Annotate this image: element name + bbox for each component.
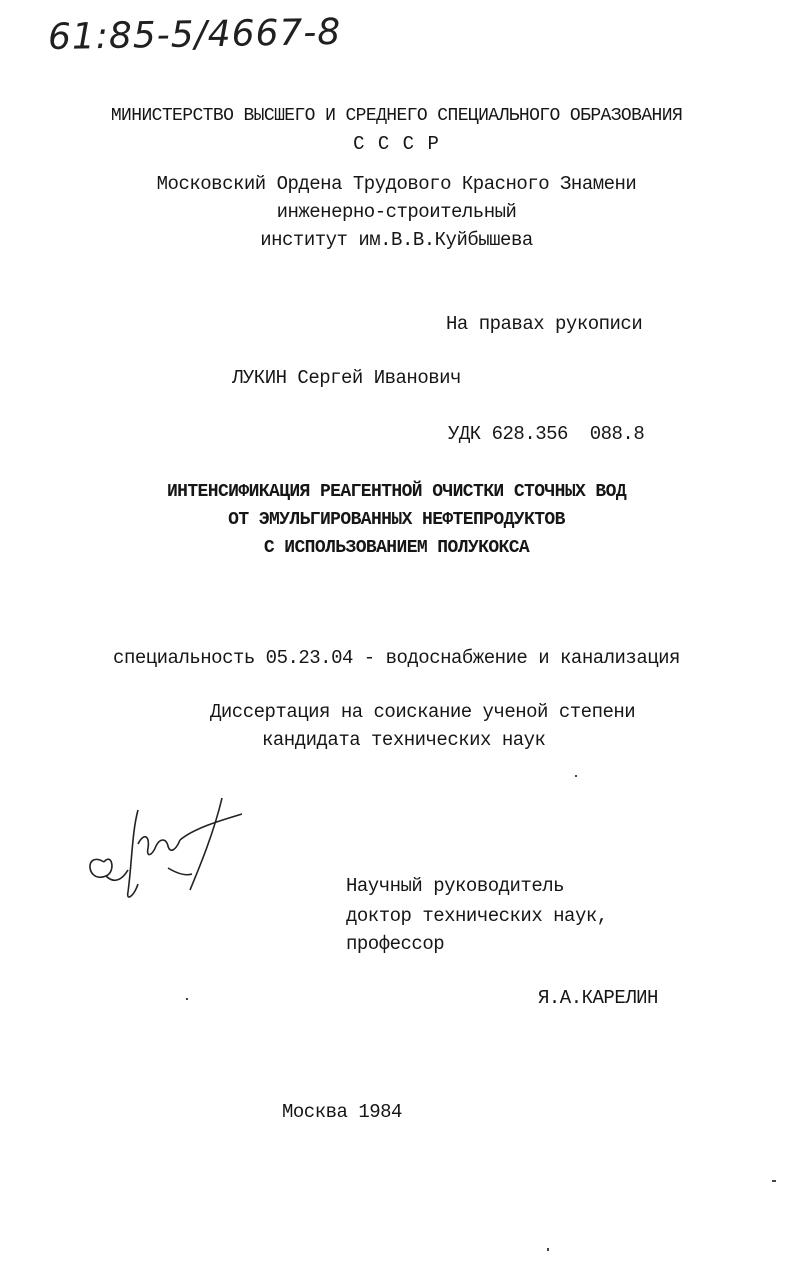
signature [82,792,252,912]
supervisor-name: Я.А.КАРЕЛИН [538,987,658,1009]
scan-speck [772,1180,776,1182]
archive-code-handwritten: 61:85-5/4667-8 [47,11,342,58]
thesis-title-line-1: ИНТЕНСИФИКАЦИЯ РЕАГЕНТНОЙ ОЧИСТКИ СТОЧНЫХ ВОД [166,482,627,502]
supervisor-title: профессор [346,933,445,955]
institute-line-2: инженерно-строительный [276,201,517,223]
udk-code: УДК 628.356 088.8 [448,423,645,445]
scan-speck [186,998,188,1000]
country-heading: С С С Р [353,133,440,155]
institute-line-3: институт им.В.В.Куйбышева [260,229,533,251]
supervisor-role: Научный руководитель [346,875,565,897]
scan-speck [547,1248,549,1251]
dissertation-line-1: Диссертация на соискание ученой степени [210,701,636,723]
ministry-heading: МИНИСТЕРСТВО ВЫСШЕГО И СРЕДНЕГО СПЕЦИАЛЬНОГО ОБРАЗОВАНИЯ [110,106,683,126]
supervisor-degree: доктор технических наук, [346,905,608,927]
rights-notice: На правах рукописи [446,313,643,335]
dissertation-line-2: кандидата технических наук [262,729,546,751]
thesis-title-line-2: ОТ ЭМУЛЬГИРОВАННЫХ НЕФТЕПРОДУКТОВ [228,510,565,530]
author-name: ЛУКИН Сергей Иванович [232,367,461,389]
place-and-year: Москва 1984 [282,1101,402,1123]
specialty-line: специальность 05.23.04 - водоснабжение и канализация [113,647,680,669]
scan-speck [575,775,577,777]
institute-line-1: Московский Ордена Трудового Красного Знамени [156,173,637,195]
thesis-title-line-3: С ИСПОЛЬЗОВАНИЕМ ПОЛУКОКСА [263,538,530,558]
